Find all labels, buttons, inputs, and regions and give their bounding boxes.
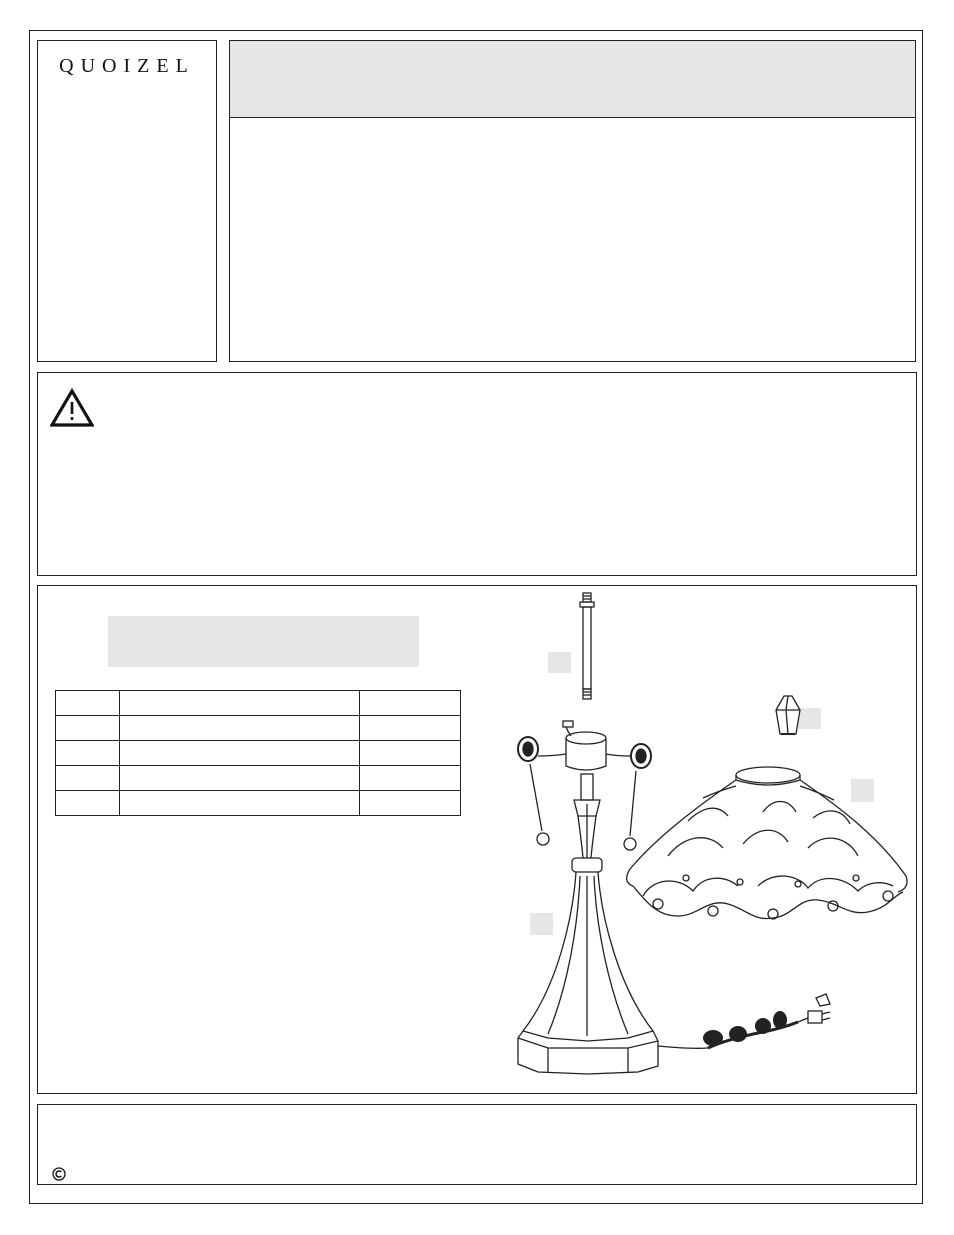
title-panel bbox=[229, 40, 916, 362]
title-band bbox=[230, 41, 915, 118]
part-label-box bbox=[530, 913, 553, 935]
table-row bbox=[56, 716, 461, 741]
table-row bbox=[56, 741, 461, 766]
table-row bbox=[56, 791, 461, 816]
warning-panel bbox=[37, 372, 917, 576]
lamp-exploded-illustration bbox=[508, 586, 918, 1095]
warning-triangle-icon bbox=[50, 388, 94, 428]
brand-logo: QUOIZEL bbox=[59, 55, 195, 77]
parts-table bbox=[55, 690, 461, 816]
table-row bbox=[56, 766, 461, 791]
copyright-icon bbox=[52, 1167, 66, 1181]
parts-header-band bbox=[108, 616, 419, 667]
part-label-box bbox=[548, 652, 571, 673]
footer-panel bbox=[37, 1104, 917, 1185]
part-label-box bbox=[798, 708, 821, 729]
logo-panel bbox=[37, 40, 217, 362]
socket-cluster bbox=[518, 721, 651, 850]
power-cord bbox=[658, 994, 830, 1048]
table-row bbox=[56, 691, 461, 716]
parts-panel bbox=[37, 585, 917, 1094]
lamp-rod bbox=[580, 593, 594, 699]
part-label-box bbox=[851, 779, 874, 802]
finial bbox=[776, 696, 800, 734]
